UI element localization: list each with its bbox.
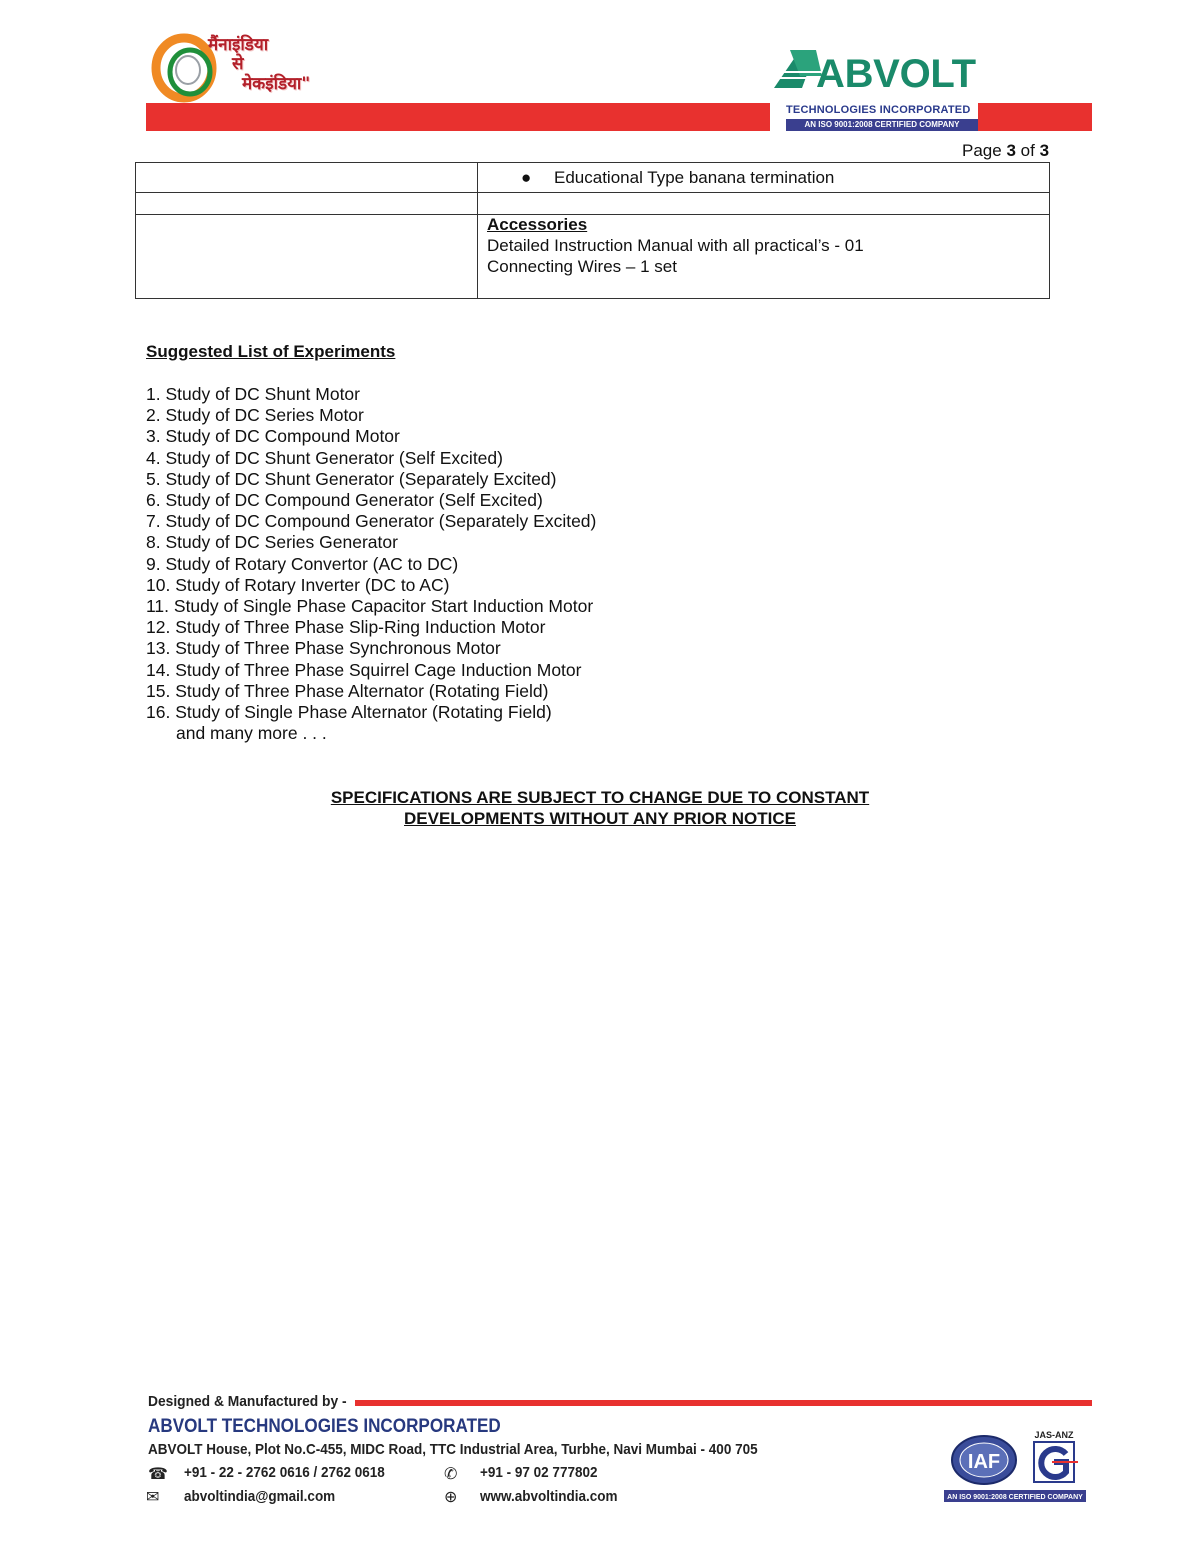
list-item: 7. Study of DC Compound Generator (Separately Excited) <box>146 511 597 532</box>
list-item: 2. Study of DC Series Motor <box>146 405 364 426</box>
spec-table <box>135 162 1050 299</box>
page-current: 3 <box>1006 141 1016 160</box>
experiments-list <box>146 384 596 723</box>
accessory-item: Detailed Instruction Manual with all practical’s - 01 <box>487 236 864 255</box>
footer-address: ABVOLT House, Plot No.C-455, MIDC Road, TTC Industrial Area, Turbhe, Navi Mumbai - 400 705 <box>148 1441 758 1458</box>
certification-seals <box>944 1428 1090 1504</box>
tagline-line-2: से <box>232 54 244 74</box>
table-row-divider <box>136 214 1049 215</box>
list-item: 3. Study of DC Compound Motor <box>146 426 400 447</box>
abvolt-iso-label: AN ISO 9001:2008 CERTIFIED COMPANY <box>786 119 978 131</box>
footer-email[interactable]: abvoltindia@gmail.com <box>184 1488 336 1505</box>
list-item: 9. Study of Rotary Convertor (AC to DC) <box>146 553 459 574</box>
list-item: 16. Study of Single Phase Alternator (Rotating Field) <box>146 702 552 723</box>
mobile-icon: ✆ <box>444 1466 458 1483</box>
abvolt-wordmark <box>770 46 978 94</box>
footer-red-rule <box>355 1400 1092 1406</box>
experiments-more: and many more . . . <box>176 723 327 743</box>
notice-line-2: DEVELOPMENTS WITHOUT ANY PRIOR NOTICE <box>404 809 796 828</box>
accessory-item: Connecting Wires – 1 set <box>487 257 677 276</box>
tagline-line-3: मेकइंडिया" <box>242 74 311 94</box>
make-in-india-logo <box>150 30 350 106</box>
specification-notice <box>200 787 1000 829</box>
footer-mobile: +91 - 97 02 777802 <box>480 1464 598 1481</box>
experiments-heading: Suggested List of Experiments <box>146 342 396 361</box>
list-item: 4. Study of DC Shunt Generator (Self Excited) <box>146 447 503 468</box>
page-number <box>962 141 1049 161</box>
accessories-heading: Accessories <box>487 215 588 234</box>
list-item: 5. Study of DC Shunt Generator (Separately Excited) <box>146 468 557 489</box>
spec-bullet-text: Educational Type banana termination <box>554 168 835 187</box>
list-item: 11. Study of Single Phase Capacitor Start Induction Motor <box>146 596 594 617</box>
abvolt-tech-label: TECHNOLOGIES INCORPORATED <box>786 104 971 116</box>
list-item: 13. Study of Three Phase Synchronous Motor <box>146 638 501 659</box>
web-icon: ⊕ <box>444 1489 458 1506</box>
abvolt-word-text: ABVOLT <box>816 52 976 94</box>
jas-anz-text: JAS-ANZ <box>1034 1430 1074 1440</box>
notice-line-1: SPECIFICATIONS ARE SUBJECT TO CHANGE DUE TO CONSTANT <box>330 788 870 807</box>
footer-phone: +91 - 22 - 2762 0616 / 2762 0618 <box>184 1464 385 1481</box>
page-sep: of <box>1020 141 1035 160</box>
cert-iso-text: AN ISO 9001:2008 CERTIFIED COMPANY <box>947 1494 1083 1501</box>
list-item: 10. Study of Rotary Inverter (DC to AC) <box>146 574 450 595</box>
email-icon: ✉ <box>146 1489 160 1506</box>
list-item: 15. Study of Three Phase Alternator (Rotating Field) <box>146 680 549 701</box>
table-row-divider <box>136 192 1049 193</box>
iaf-seal-text: IAF <box>967 1451 1001 1473</box>
page-prefix: Page <box>962 141 1002 160</box>
abvolt-logo <box>770 44 978 134</box>
list-item: 1. Study of DC Shunt Motor <box>146 384 360 404</box>
page-total: 3 <box>1039 141 1050 160</box>
footer-company: ABVOLT TECHNOLOGIES INCORPORATED <box>148 1416 501 1437</box>
bullet-icon: ● <box>521 168 532 187</box>
list-item: 8. Study of DC Series Generator <box>146 532 398 553</box>
footer-designed-by: Designed & Manufactured by - <box>148 1393 347 1410</box>
tagline-line-1: मैंनाइंडिया <box>208 35 269 55</box>
table-column-divider <box>477 163 478 298</box>
list-item: 12. Study of Three Phase Slip-Ring Induction Motor <box>146 617 546 638</box>
list-item: 14. Study of Three Phase Squirrel Cage Induction Motor <box>146 659 582 680</box>
certification-badges <box>944 1428 1090 1504</box>
phone-icon: ☎ <box>148 1466 168 1483</box>
list-item: 6. Study of DC Compound Generator (Self Excited) <box>146 490 543 511</box>
footer-website[interactable]: www.abvoltindia.com <box>480 1488 618 1505</box>
